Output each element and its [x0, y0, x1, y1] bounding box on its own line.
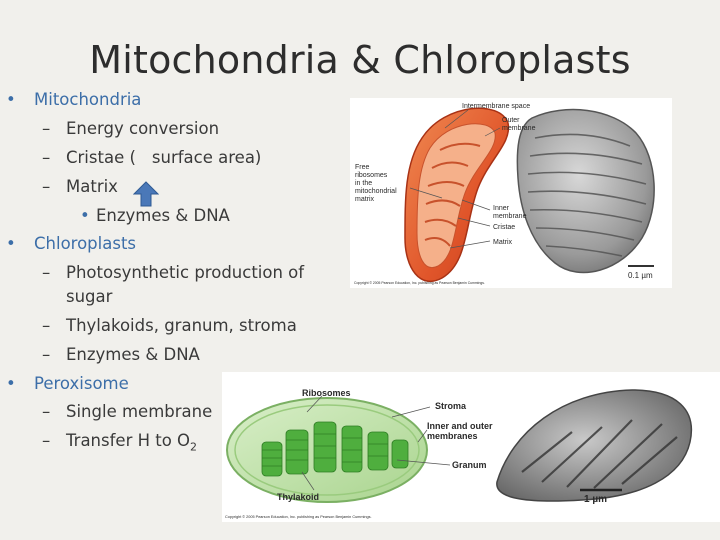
label-ribosomes: Ribosomes [302, 388, 351, 398]
bullet-chloroplasts: • Chloroplasts [6, 234, 137, 253]
label-free-ribosomes-4: mitochondrial [355, 188, 397, 195]
sub-bullet-energy: – Energy conversion [42, 119, 220, 138]
label-thylakoid: Thylakoid [277, 492, 320, 502]
sub-bullet-matrix: – Matrix [42, 177, 118, 196]
label-scale-bar: 0.1 µm [628, 271, 653, 280]
label-free-ribosomes-3: in the [355, 180, 373, 187]
bullet-mitochondria: • Mitochondria [6, 90, 142, 109]
label-outer-membrane-1: Outer [502, 117, 520, 124]
copyright-mito: Copyright © 2005 Pearson Education, Inc. publishing as Pearson Benjamin Cummings. [354, 281, 485, 285]
sub-bullet-thylakoids: – Thylakoids, granum, stroma [42, 316, 297, 335]
label-cristae: Cristae [493, 224, 516, 231]
label-free-ribosomes-2: ribosomes [355, 172, 388, 179]
sub-sub-bullet-enzymes: • Enzymes & DNA [80, 206, 230, 225]
label-inner-membrane-1: Inner [493, 205, 509, 212]
label-inner-outer-membranes-2: membranes [427, 431, 478, 441]
label-matrix: Matrix [493, 239, 513, 246]
chloroplast-illustration [222, 372, 720, 522]
sub-bullet-enzymes-dna: – Enzymes & DNA [42, 345, 200, 364]
chloroplast-figure [222, 372, 720, 522]
label-intermembrane-space: Intermembrane space [462, 103, 531, 110]
label-free-ribosomes-5: matrix [355, 196, 375, 203]
page-title: Mitochondria & Chloroplasts [89, 38, 631, 82]
label-outer-membrane-2: membrane [502, 125, 536, 132]
label-granum: Granum [452, 460, 487, 470]
up-arrow-icon [133, 181, 159, 207]
sub-bullet-photosynthetic-cont: sugar [66, 287, 113, 306]
mitochondrion-figure [350, 98, 672, 288]
sub-bullet-cristae: – Cristae ( surface area) [42, 148, 262, 167]
copyright-chloro: Copyright © 2005 Pearson Education, Inc. publishing as Pearson Benjamin Cummings. [225, 515, 372, 519]
label-stroma: Stroma [435, 401, 467, 411]
label-inner-outer-membranes-1: Inner and outer [427, 421, 493, 431]
bullet-peroxisome: • Peroxisome [6, 374, 129, 393]
sub-bullet-single-membrane: – Single membrane [42, 402, 213, 421]
label-free-ribosomes-1: Free [355, 164, 370, 171]
label-scale-bar-chloroplast: 1 µm [584, 494, 607, 505]
mitochondrion-illustration [350, 98, 672, 288]
sub-bullet-photosynthetic: – Photosynthetic production of [42, 263, 305, 282]
sub-bullet-transfer: – Transfer H to $O_2$ [42, 431, 198, 454]
label-inner-membrane-2: membrane [493, 213, 527, 220]
